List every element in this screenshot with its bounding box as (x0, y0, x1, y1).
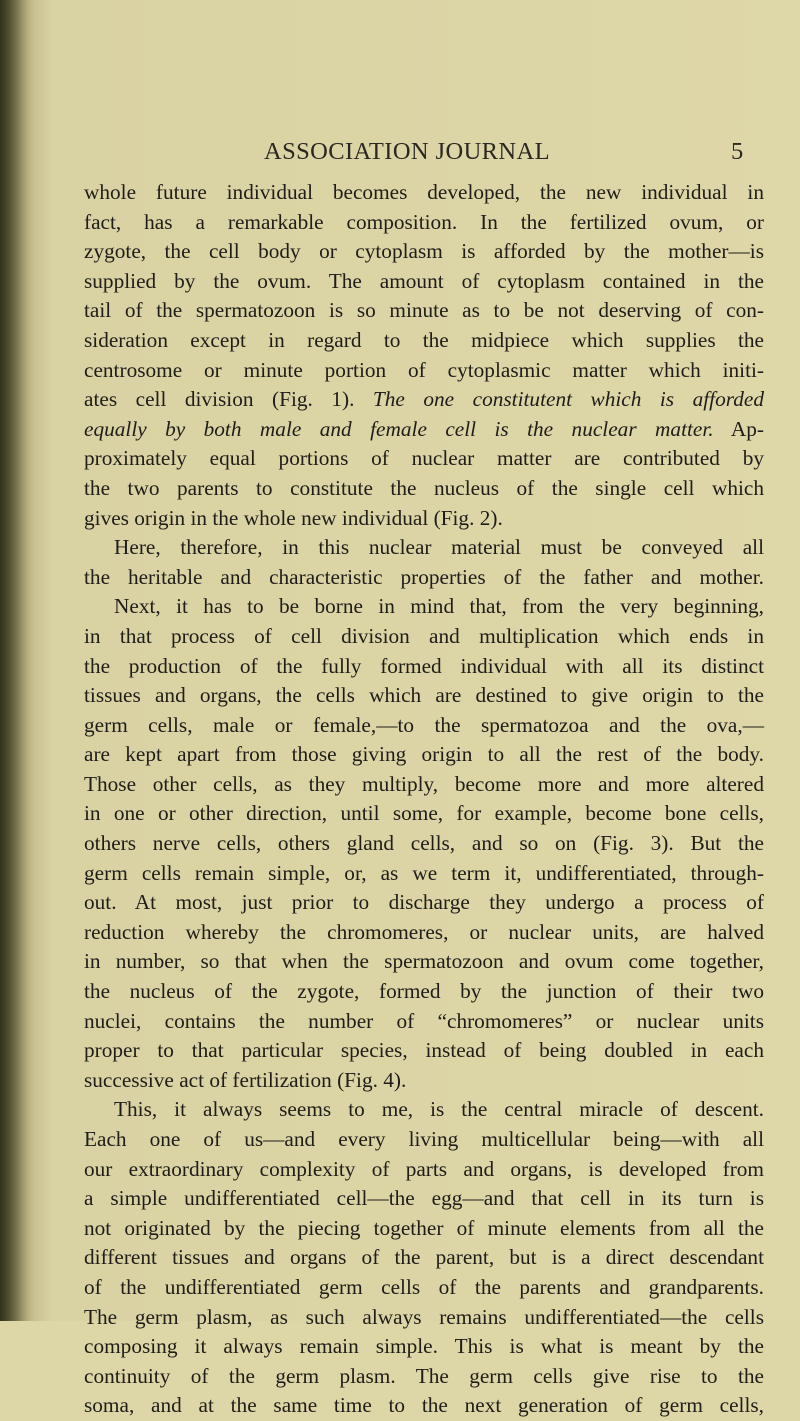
text-segment: ates cell division (Fig. 1). (84, 387, 373, 412)
text-line: proper to that particular species, instead of being doubled in each (84, 1038, 764, 1063)
text-line (84, 415, 764, 445)
book-spine-shadow (0, 0, 28, 1321)
text-line: Next, it has to be borne in mind that, from the very beginning, (114, 594, 764, 619)
text-line: gives origin in the whole new individual (Fig. 2). (84, 505, 503, 530)
text-line: others nerve cells, others gland cells, and so on (Fig. 3). But the (84, 831, 764, 856)
text-line: Each one of us—and every living multicellular being—with all (84, 1127, 764, 1151)
text-line: This, it always seems to me, is the central miracle of descent. (114, 1097, 764, 1122)
journal-title: ASSOCIATION JOURNAL (264, 138, 550, 165)
text-line: Those other cells, as they multiply, become more and more altered (84, 771, 764, 796)
text-line: the heritable and characteristic properties of the father and mother. (84, 564, 764, 589)
text-line: the production of the fully formed individual with all its distinct (84, 653, 764, 678)
text-line: composing it always remain simple. This is what is meant by the (84, 1334, 764, 1359)
text-line: germ cells remain simple, or, as we term it, undifferentiated, through- (84, 860, 764, 885)
text-line: proximately equal portions of nuclear matter are contributed by (84, 446, 764, 471)
text-line: in one or other direction, until some, for example, become bone cells, (84, 801, 764, 826)
text-segment: Ap- (713, 416, 764, 441)
text-line: soma, and at the same time to the next generation of germ cells, (84, 1393, 764, 1418)
text-line: different tissues and organs of the parent, but is a direct descendant (84, 1245, 764, 1270)
text-line: The germ plasm, as such always remains undifferentiated—the cells (84, 1304, 764, 1329)
text-line: tissues and organs, the cells which are destined to give origin to the (84, 683, 764, 708)
text-line: germ cells, male or female,—to the spermatozoa and the ova,— (84, 712, 764, 737)
text-line: our extraordinary complexity of parts and organs, is developed from (84, 1156, 764, 1181)
text-line: supplied by the ovum. The amount of cytoplasm contained in the (84, 268, 764, 293)
text-line: the nucleus of the zygote, formed by the junction of their two (84, 979, 764, 1004)
text-line: a simple undifferentiated cell—the egg—and that cell in its turn is (84, 1186, 764, 1211)
text-line: in that process of cell division and multiplication which ends in (84, 623, 764, 648)
text-line: tail of the spermatozoon is so minute as to be not deserving of con- (84, 298, 764, 323)
text-line: in number, so that when the spermatozoon and ovum come together, (84, 949, 764, 974)
text-line: not originated by the piecing together of minute elements from all the (84, 1215, 764, 1240)
text-line: are kept apart from those giving origin to all the rest of the body. (84, 742, 764, 767)
text-line: centrosome or minute portion of cytoplasmic matter which initi- (84, 357, 764, 382)
text-line: the two parents to constitute the nucleus of the single cell which (84, 475, 764, 500)
body-text (84, 178, 764, 1421)
text-line: fact, has a remarkable composition. In the fertilized ovum, or (84, 209, 764, 234)
running-header (0, 138, 800, 168)
text-line (84, 385, 764, 415)
page-number: 5 (731, 138, 744, 165)
text-line: continuity of the germ plasm. The germ cells give rise to the (84, 1363, 764, 1388)
text-line: zygote, the cell body or cytoplasm is afforded by the mother—is (84, 239, 764, 264)
italic-emphasis: equally by both male and female cell is the nuclear matter. (84, 416, 714, 441)
text-line: whole future individual becomes developed, the new individual in (84, 180, 764, 204)
text-line: of the undifferentiated germ cells of the parents and grandparents. (84, 1274, 764, 1299)
text-line: out. At most, just prior to discharge they undergo a process of (84, 890, 764, 915)
italic-emphasis: The one constitutent which is afforded (372, 387, 764, 412)
text-line: reduction whereby the chromomeres, or nuclear units, are halved (84, 919, 764, 944)
text-line: nuclei, contains the number of “chromomeres” or nuclear units (84, 1008, 764, 1033)
text-line: sideration except in regard to the midpiece which supplies the (84, 327, 764, 352)
text-line: successive act of fertilization (Fig. 4). (84, 1067, 407, 1092)
text-line: Here, therefore, in this nuclear material must be conveyed all (114, 535, 764, 560)
